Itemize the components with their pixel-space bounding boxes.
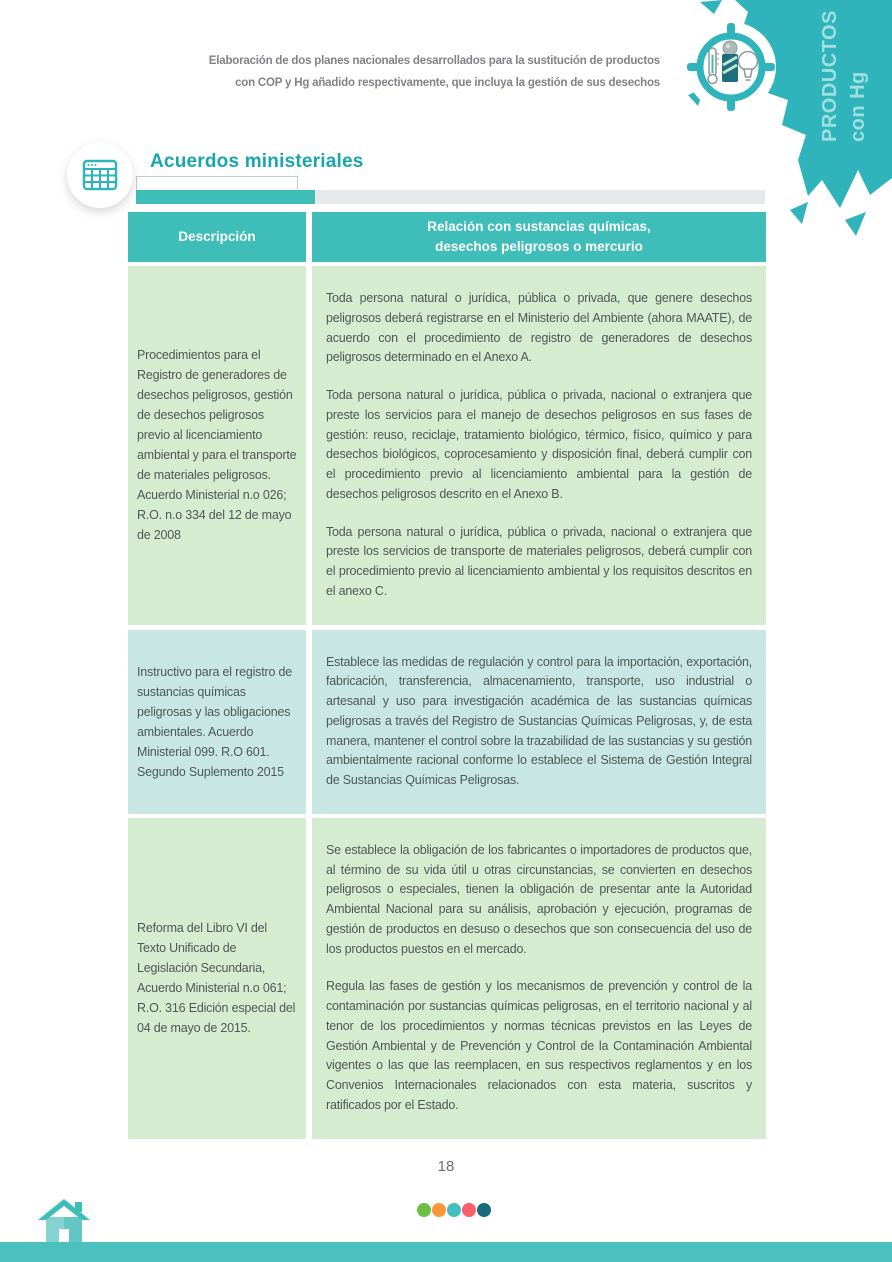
table-row bbox=[128, 266, 766, 625]
footer-dot-3 bbox=[447, 1203, 461, 1217]
table-header-relacion: Relación con sustancias químicas, desechos peligrosos o mercurio bbox=[312, 212, 766, 262]
table-header-row bbox=[128, 212, 766, 262]
document-header bbox=[209, 50, 660, 95]
banner-line1: PRODUCTOS bbox=[819, 10, 841, 142]
section-title: Acuerdos ministeriales bbox=[150, 151, 364, 172]
cell-relacion bbox=[312, 818, 766, 1139]
cell-relacion bbox=[312, 630, 766, 814]
house-icon bbox=[38, 1199, 90, 1243]
banner-line2: con Hg bbox=[847, 71, 869, 142]
footer-dots bbox=[417, 1203, 491, 1217]
paragraph: Toda persona natural o jurídica, pública o privada, que genere desechos peligrosos deberá registrarse en el Ministerio del Ambiente (ahora MAATE), de acuerdo con el procedimiento de registro de generadores de desechos peligrosos determinado en el Anexo A. bbox=[326, 291, 752, 365]
table-row bbox=[128, 818, 766, 1139]
table-grid-icon bbox=[81, 156, 119, 194]
acuerdos-table bbox=[128, 212, 766, 1143]
document-header-line1: Elaboración de dos planes nacionales desarrollados para la sustitución de productos bbox=[208, 55, 660, 67]
cell-relacion bbox=[312, 266, 766, 625]
section-bar-gray bbox=[315, 190, 765, 204]
document-header-line2: con COP y Hg añadido respectivamente, que incluya la gestión de sus desechos bbox=[235, 77, 660, 90]
paragraph: Toda persona natural o jurídica, pública o privada, nacional o extranjera que preste los servicios para el manejo de desechos peligrosos en sus fases de gestión: reuso, reciclaje, tratamiento biológico, térmico, físico, químico y para desechos biológicos, coprocesamiento y disposición final, deberá cumplir con el procedimiento previo al licenciamiento ambiental para la gestión de desechos peligrosos descrito en el Anexo B. bbox=[326, 388, 752, 501]
bottom-bar bbox=[0, 1242, 892, 1262]
section-icon-circle bbox=[67, 142, 133, 208]
section-bar-teal bbox=[136, 190, 315, 204]
footer-dot-2 bbox=[432, 1203, 446, 1217]
paragraph: Se establece la obligación de los fabricantes o importadores de productos que, al término de su vida útil u otras circunstancias, se convierten en desechos peligrosos o especiales, tienen la obligación de presentar ante la Autoridad Ambiental Nacional para su análisis, aprobación y ejecución, programas de gestión de productos en desuso o desechos que son consecuencia del uso de los productos puestos en el mercado. bbox=[326, 842, 752, 956]
products-target-icon bbox=[685, 21, 777, 113]
paragraph: Regula las fases de gestión y los mecanismos de prevención y control de la contaminación por sustancias químicas peligrosas, en el territorio nacional y al tenor de los procedimientos y normas técnicas previstos en las Leyes de Gestión Ambiental y de Prevención y Control de la Contaminación Ambiental vigentes o las que las reemplacen, en sus respectivos reglamentos y en los Convenios Internacionales relacionados con esta materia, suscritos y ratificados por el Estado. bbox=[326, 979, 752, 1112]
footer-dot-1 bbox=[417, 1203, 431, 1217]
footer-dot-4 bbox=[462, 1203, 476, 1217]
cell-descripcion: Reforma del Libro VI del Texto Unificado de Legislación Secundaria, Acuerdo Ministerial n.o 061; R.O. 316 Edición especial del 04 de mayo de 2015. bbox=[128, 818, 306, 1139]
side-banner bbox=[816, 10, 872, 142]
paragraph: Toda persona natural o jurídica, pública o privada, nacional o extranjera que preste los servicios de transporte de materiales peligrosos, deberá cumplir con el procedimiento previo al licenciamiento ambiental y los requisitos descritos en el anexo C. bbox=[326, 524, 752, 598]
cell-descripcion: Procedimientos para el Registro de generadores de desechos peligrosos, gestión de desechos peligrosos previo al licenciamiento ambiental y para el transporte de materiales peligrosos. Acuerdo Ministerial n.o 026; R.O. n.o 334 del 12 de mayo de 2008 bbox=[128, 266, 306, 625]
footer-dot-5 bbox=[477, 1203, 491, 1217]
table-header-descripcion: Descripción bbox=[128, 212, 306, 262]
paragraph: Establece las medidas de regulación y control para la importación, exportación, fabricación, transferencia, almacenamiento, transporte, uso industrial o artesanal y uso para investigación académica de las sustancias químicas peligrosas a través del Registro de Sustancias Químicas Peligrosas, y, de esta manera, mantener el control sobre la trazabilidad de las sustancias y su gestión ambientalmente racional conforme lo establece el Sistema de Gestión Integral de Sustancias Químicas Peligrosas. bbox=[326, 654, 752, 787]
page-number: 18 bbox=[437, 1158, 455, 1175]
cell-descripcion: Instructivo para el registro de sustancias químicas peligrosas y las obligaciones ambientales. Acuerdo Ministerial 099. R.O 601. Segundo Suplemento 2015 bbox=[128, 630, 306, 814]
table-row bbox=[128, 630, 766, 814]
section-tab-outline bbox=[136, 176, 298, 190]
